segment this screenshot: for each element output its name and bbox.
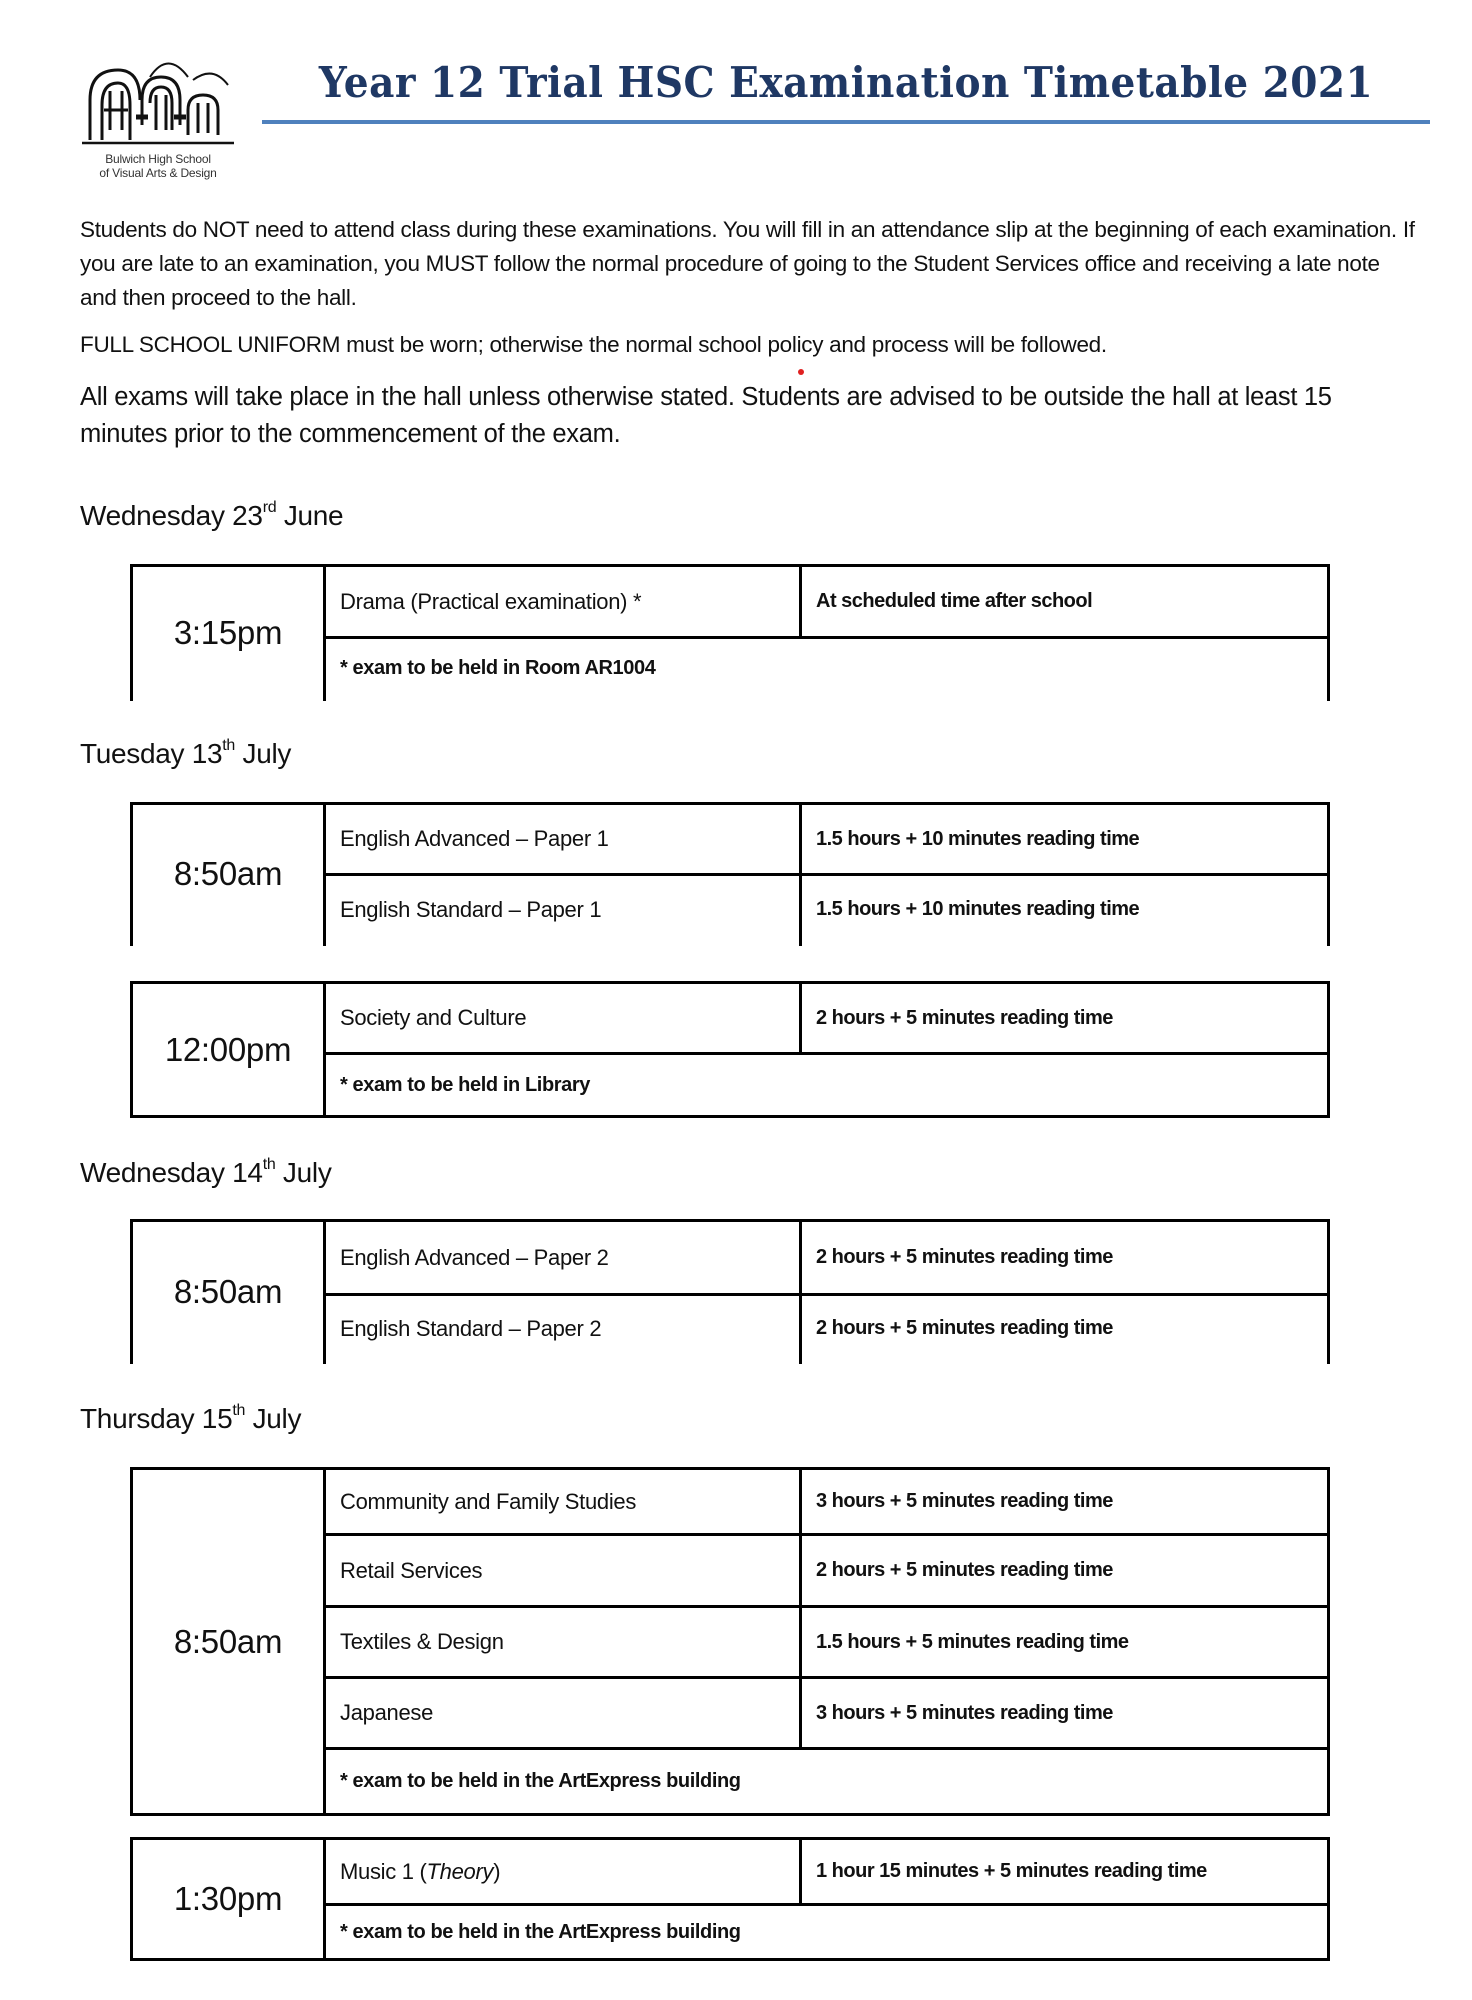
school-building-arches-icon — [78, 55, 238, 150]
exam-session-table — [130, 1837, 1330, 1961]
exam-duration: 2 hours + 5 minutes reading time — [801, 983, 1329, 1054]
exam-duration: 1.5 hours + 10 minutes reading time — [801, 875, 1329, 945]
attendance-instructions: Students do NOT need to attend class during these examinations. You will fill in an attendance slip at the beginning of each examination. If you are late to an examination, you MUST follow the normal procedure of going to the Student Services office and receiving a late note and then proceed to the hall. — [80, 217, 1415, 310]
session-time: 3:15pm — [132, 566, 325, 700]
exam-subject: Music 1 (Theory) — [325, 1839, 801, 1905]
page-title: Year 12 Trial HSC Examination Timetable 2021 — [318, 58, 1374, 107]
session-time: 1:30pm — [132, 1839, 325, 1960]
exam-location-note: * exam to be held in Library — [325, 1054, 1329, 1117]
logo-school-subtitle: of Visual Arts & Design — [99, 166, 217, 180]
table-row — [132, 566, 1329, 638]
exam-subject: English Advanced – Paper 2 — [325, 1221, 801, 1295]
session-time: 8:50am — [132, 1469, 325, 1815]
exam-duration: 3 hours + 5 minutes reading time — [801, 1678, 1329, 1749]
exam-duration: 1 hour 15 minutes + 5 minutes reading time — [801, 1839, 1329, 1905]
day-heading: Wednesday 23rd June — [80, 499, 344, 531]
exam-session-table — [130, 564, 1330, 701]
exam-location-notice: All exams will take place in the hall unless otherwise stated. Students are advised to be outside the hall at least 15 minutes prior to the commencement of the exam. — [80, 383, 1332, 448]
session-time: 8:50am — [132, 804, 325, 945]
exam-session-table — [130, 981, 1330, 1118]
exam-subject: English Advanced – Paper 1 — [325, 804, 801, 875]
exam-subject: English Standard – Paper 2 — [325, 1295, 801, 1363]
exam-subject: Japanese — [325, 1678, 801, 1749]
exam-duration: 3 hours + 5 minutes reading time — [801, 1469, 1329, 1535]
red-marker-dot — [798, 369, 804, 375]
exam-subject: Drama (Practical examination) * — [325, 566, 801, 638]
session-time: 12:00pm — [132, 983, 325, 1117]
exam-duration: 2 hours + 5 minutes reading time — [801, 1221, 1329, 1295]
exam-location-note: * exam to be held in the ArtExpress building — [325, 1905, 1329, 1960]
exam-subject: Textiles & Design — [325, 1607, 801, 1678]
session-time: 8:50am — [132, 1221, 325, 1363]
uniform-notice: FULL SCHOOL UNIFORM must be worn; otherwise the normal school policy and process will be followed. — [80, 332, 1107, 357]
day-heading: Thursday 15th July — [80, 1402, 302, 1434]
exam-duration: 2 hours + 5 minutes reading time — [801, 1295, 1329, 1363]
exam-session-table — [130, 802, 1330, 946]
exam-subject: Community and Family Studies — [325, 1469, 801, 1535]
title-underline — [262, 120, 1430, 124]
school-logo — [78, 55, 248, 190]
exam-session-table — [130, 1219, 1330, 1364]
exam-session-table — [130, 1467, 1330, 1816]
table-row — [132, 804, 1329, 875]
day-heading: Wednesday 14th July — [80, 1156, 332, 1188]
exam-subject: English Standard – Paper 1 — [325, 875, 801, 945]
exam-duration: 2 hours + 5 minutes reading time — [801, 1535, 1329, 1607]
exam-duration: At scheduled time after school — [801, 566, 1329, 638]
table-row — [132, 1221, 1329, 1295]
exam-duration: 1.5 hours + 5 minutes reading time — [801, 1607, 1329, 1678]
logo-school-name: Bulwich High School — [105, 152, 211, 166]
exam-location-note: * exam to be held in the ArtExpress building — [325, 1749, 1329, 1815]
exam-subject: Society and Culture — [325, 983, 801, 1054]
day-heading: Tuesday 13th July — [80, 737, 292, 769]
exam-location-note: * exam to be held in Room AR1004 — [325, 638, 1329, 700]
table-row — [132, 983, 1329, 1054]
table-row — [132, 1839, 1329, 1905]
exam-subject: Retail Services — [325, 1535, 801, 1607]
exam-duration: 1.5 hours + 10 minutes reading time — [801, 804, 1329, 875]
table-row — [132, 1469, 1329, 1535]
